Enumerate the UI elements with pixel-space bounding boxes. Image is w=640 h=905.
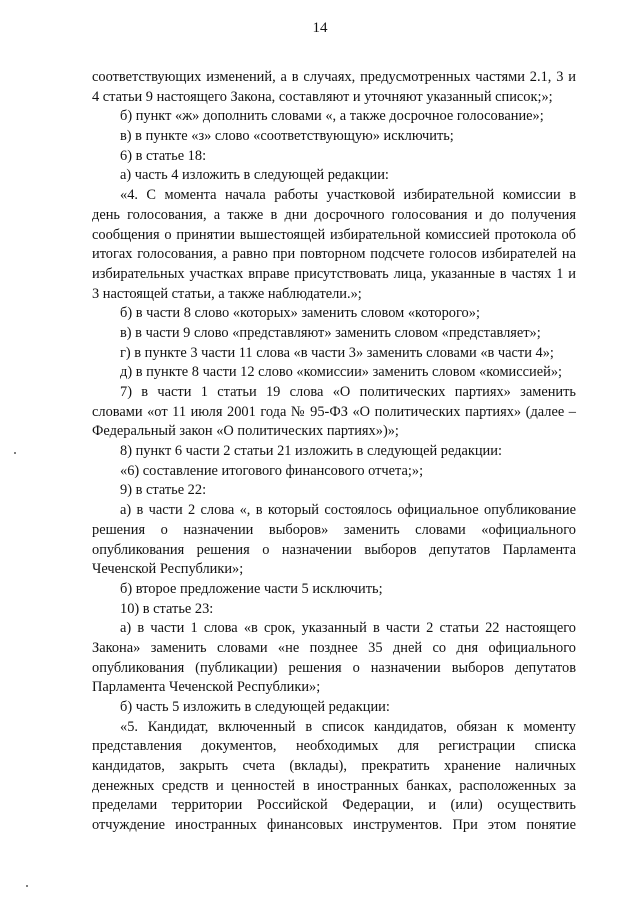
- text-line: 9) в статье 22:: [120, 482, 207, 499]
- text-line: б) часть 5 изложить в следующей редакции:: [120, 699, 390, 715]
- text-line: избирательных участках вправе присутствовать лица, указанные в частях 1 и: [92, 265, 576, 282]
- text-line: опубликования решения о назначении выборов депутатов Парламента: [92, 541, 576, 558]
- text-line: опубликования (публикации) решения о назначении выборов депутатов: [92, 659, 576, 676]
- text-line: «6) составление итогового финансового отчета;»;: [120, 462, 424, 479]
- text-line: б) пункт «ж» дополнить словами «, а также досрочное голосование»;: [120, 108, 544, 125]
- text-line: словами «от 11 июля 2001 года № 95-ФЗ «О политических партиях» (далее –: [92, 403, 576, 420]
- text-line: отчуждение иностранных финансовых инструментов. При этом понятие: [92, 817, 576, 834]
- scan-speck: [14, 452, 16, 454]
- text-line: Федеральный закон «О политических партиях»)»;: [92, 423, 399, 440]
- text-line: Закона» заменить словами «не позднее 35 дней со дня официального: [92, 639, 576, 656]
- text-line: 8) пункт 6 части 2 статьи 21 изложить в следующей редакции:: [120, 443, 502, 460]
- text-line: итогах голосования, а равно при повторном подсчете голосов избирателей на: [92, 246, 576, 263]
- text-line: 3 настоящей статьи, а также наблюдатели.»;: [92, 285, 362, 302]
- text-line: «4. С момента начала работы участковой избирательной комиссии в: [120, 187, 576, 204]
- text-line: пределами территории Российской Федерации, и (или) осуществить: [92, 797, 576, 814]
- text-line: 7) в части 1 статьи 19 слова «О политических партиях» заменить: [120, 384, 576, 400]
- text-line: Парламента Чеченской Республики»;: [92, 679, 321, 696]
- text-line: в) в части 9 слово «представляют» заменить словом «представляет»;: [120, 324, 541, 341]
- text-line: д) в пункте 8 части 12 слово «комиссии» заменить словом «комиссией»;: [120, 364, 563, 381]
- text-line: 10) в статье 23:: [120, 600, 214, 617]
- text-line: соответствующих изменений, а в случаях, предусмотренных частями 2.1, 3 и: [92, 69, 576, 85]
- text-line: 4 статьи 9 настоящего Закона, составляют и уточняют указанный список;»;: [92, 88, 553, 105]
- text-line: кандидатов, закрыть счета (вклады), прекратить хранение наличных: [92, 758, 576, 775]
- text-line: б) второе предложение части 5 исключить;: [120, 580, 383, 597]
- text-line: Чеченской Республики»;: [92, 561, 244, 578]
- text-line: сообщения о принятии вышестоящей избирательной комиссией протокола об: [92, 226, 576, 243]
- text-line: представления документов, необходимых для регистрации списка: [92, 738, 576, 755]
- scan-speck: [26, 885, 28, 887]
- text-line: 6) в статье 18:: [120, 147, 207, 164]
- text-line: решения о назначении выборов» заменить словами «официального: [92, 521, 576, 538]
- text-line: денежных средств и ценностей в иностранных банках, расположенных за: [92, 777, 576, 794]
- text-line: в) в пункте «з» слово «соответствующую» исключить;: [120, 128, 454, 145]
- text-line: а) в части 1 слова «в срок, указанный в части 2 статьи 22 настоящего: [120, 620, 576, 637]
- text-line: г) в пункте 3 части 11 слова «в части 3» заменить словами «в части 4»;: [120, 344, 554, 361]
- text-line: б) в части 8 слово «которых» заменить словом «которого»;: [120, 305, 480, 322]
- document-body: [92, 68, 576, 836]
- text-line: а) часть 4 изложить в следующей редакции:: [120, 167, 389, 184]
- text-line: а) в части 2 слова «, в который состоялось официальное опубликование: [120, 502, 576, 519]
- text-line: день голосования, а также в дни досрочного голосования и до получения: [92, 206, 576, 223]
- text-line: «5. Кандидат, включенный в список кандидатов, обязан к моменту: [120, 718, 576, 735]
- page-number: 14: [312, 20, 328, 36]
